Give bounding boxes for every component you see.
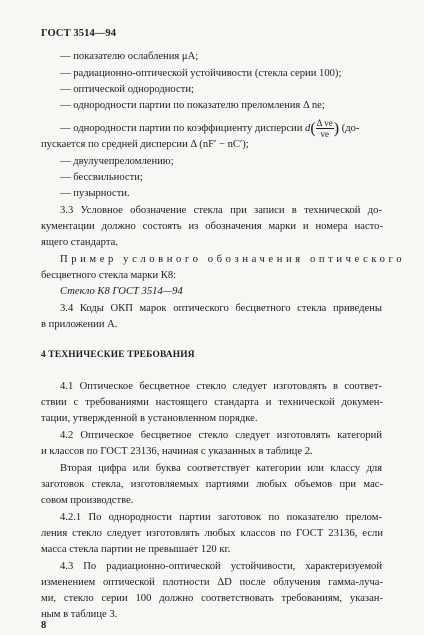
paren-open: ( — [310, 120, 316, 137]
paragraph-3-4-line: 3.4 Коды ОКП марок оптического бесцветного стекла приведены — [60, 303, 382, 314]
example-text: бесцветного стекла марки К8: — [41, 270, 177, 281]
paragraph-4-3-line: 4.3 По радиационно-оптической устойчивости, характеризуемой — [60, 561, 382, 572]
paragraph-4-2-1-line: ления стекло следует изготовлять любых классов по ГОСТ 23136, если — [41, 528, 383, 539]
paragraph-4-1-line: 4.1 Оптическое бесцветное стекло следует изготовлять в соответ- — [60, 381, 382, 392]
dispersion-line — [60, 118, 359, 139]
fraction-denominator: ve — [320, 129, 329, 139]
dispersion-line-2: пускается по средней дисперсии Δ (nF′ − nC′); — [41, 139, 249, 150]
paragraph-4-2-line: и классов по ГОСТ 23136, начиная с указанных в таблице 2. — [41, 446, 313, 457]
paragraph-3-3-line: ящего стандарта. — [41, 237, 118, 248]
paragraph-4-3-line: ми, стекло серии 100 должно соответствовать требованиям, указан- — [41, 593, 383, 604]
list-item: — бессвильности; — [60, 172, 143, 183]
paragraph-3-3-line: 3.3 Условное обозначение стекла при записи в технической до- — [60, 205, 382, 216]
list-item: — показателю ослабления μA; — [60, 51, 199, 62]
section-title: 4 ТЕХНИЧЕСКИЕ ТРЕБОВАНИЯ — [41, 350, 195, 360]
paragraph-3-3-line: кументации должно состоять из обозначения марки и номера насто- — [41, 221, 383, 232]
paragraph-3-4-line: в приложении А. — [41, 319, 118, 330]
paragraph-second-line: совом производстве. — [41, 495, 134, 506]
paragraph-4-1-line: тации, утвержденной в установленном порядке. — [41, 413, 258, 424]
dispersion-fraction — [316, 118, 334, 139]
paragraph-4-2-line: 4.2 Оптическое бесцветное стекло следует изготовлять категорий — [60, 430, 382, 441]
list-item: — однородности партии по показателю преломления Δ ne; — [60, 100, 325, 111]
paragraph-4-3-line: ным в таблице 3. — [41, 609, 118, 620]
dispersion-text: — однородности партии по коэффициенту дисперсии — [60, 122, 303, 134]
paren-close: ) — [333, 120, 340, 137]
paragraph-second-line: заготовок стекла, изготовляемых партиями любых объемов при мас- — [41, 479, 383, 490]
list-item: — двулучепреломлению; — [60, 156, 174, 167]
d-symbol: d — [305, 122, 311, 134]
dispersion-end: (до- — [341, 122, 360, 134]
list-item: — радиационно-оптической устойчивости (стекла серии 100); — [60, 68, 342, 79]
list-item: — оптической однородности; — [60, 84, 194, 95]
paragraph-4-2-1-line: 4.2.1 По однородности партии заготовок по показателю прелом- — [60, 512, 382, 523]
doc-header: ГОСТ 3514—94 — [41, 28, 117, 39]
example-designation: Стекло К8 ГОСТ 3514—94 — [60, 286, 183, 297]
paragraph-4-2-1-line: масса стекла партии не превышает 120 кг. — [41, 544, 231, 555]
example-heading: Пример условного обозначения оптического — [60, 254, 406, 265]
paragraph-4-1-line: ствии с требованиями настоящего стандарта и технической докумен- — [41, 397, 383, 408]
page-number: 8 — [41, 620, 47, 631]
paragraph-second-line: Вторая цифра или буква соответствует категории или классу для — [60, 463, 382, 474]
list-item: — пузырности. — [60, 188, 130, 199]
paragraph-4-3-line: изменением оптической плотности ΔD после облучения гамма-луча- — [41, 577, 383, 588]
fraction-numerator: Δ ve — [316, 118, 333, 128]
